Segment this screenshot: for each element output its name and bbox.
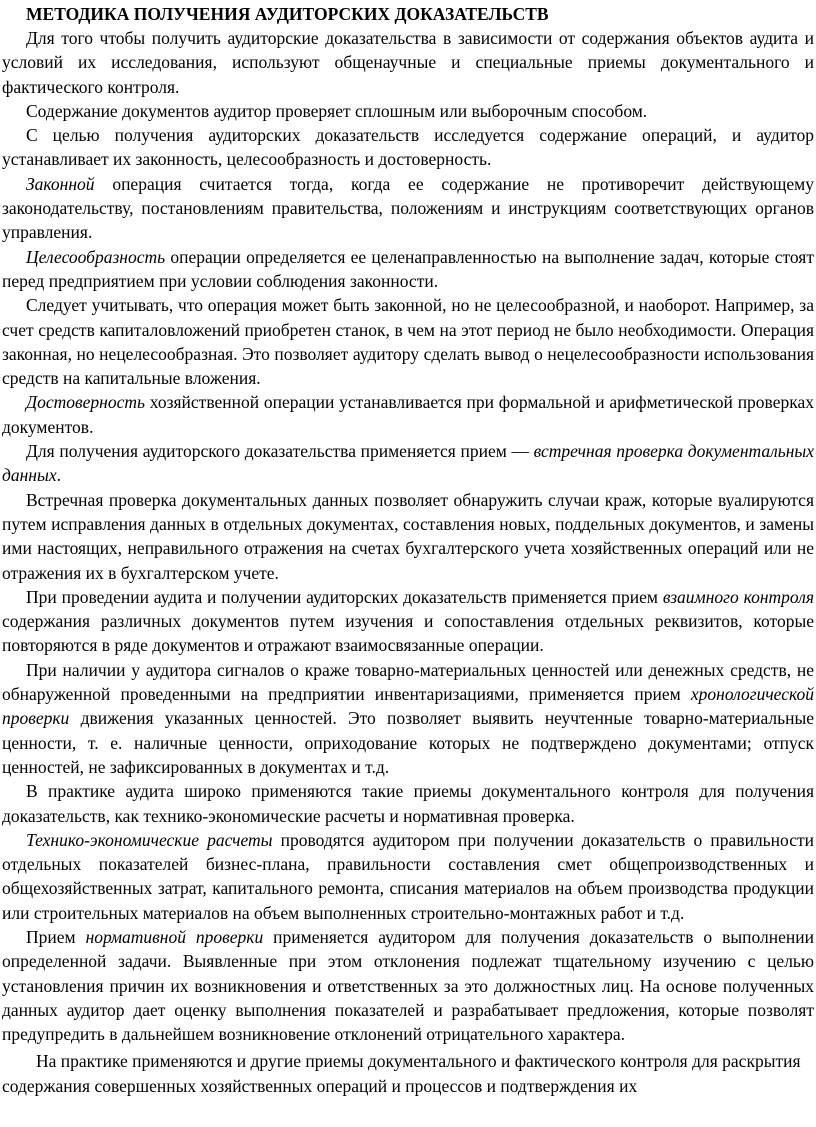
text-run: Встречная проверка документальных данных позволяет обнаружить случаи краж, которые вуалируются путем исправления данных в отдельных документах, составления новых, поддельных документов, и замены ими настоящих, неправильного отражения на счетах бухгалтерского учета хозяйственных операций или не отражения их в бухгалтерском учете.: [2, 489, 814, 583]
paragraph: [2, 488, 814, 585]
text-run: операции определяется ее целенаправленностью на выполнение задач, которые стоят перед предприятием при условии соблюдения законности.: [2, 246, 814, 291]
paragraph: [2, 779, 814, 828]
paragraph: [2, 1049, 814, 1098]
text-run: Следует учитывать, что операция может быть законной, но не целесообразной, и наоборот. Например, за счет средств капиталовложений приобретен станок, в чем на этот период не было необходимости. Операция законная, но нецелесообразная. Это позволяет аудитору сделать вывод о нецелесообразности использования средств на капитальные вложения.: [2, 295, 814, 389]
italic-term: Законной: [26, 173, 95, 194]
text-run: проводятся аудитором при получении доказательств о правильности отдельных показателей бизнес-плана, правильности составления смет общепроизводственных и общехозяйственных затрат, капитального ремонта, списания материалов на объем производства продукции или строительных материалов на объем выполненных строительно-монтажных работ и т.д.: [2, 829, 814, 923]
paragraph: [2, 585, 814, 658]
text-run: применяется аудитором для получения доказательств о выполнении определенной задачи. Выявленные при этом отклонения подлежат тщательному изучению с целью установления причин их возникновения и ответственных за это должностных лиц. На основе полученных данных аудитор дает оценку выполнения показателей и разрабатывает предложения, которые позволят предупредить в дальнейшем возникновение отклонений отрицательного характера.: [2, 926, 814, 1045]
italic-term: Технико-экономические расчеты: [26, 829, 273, 850]
italic-term: хронологической проверки: [2, 684, 814, 729]
paragraph: [2, 828, 814, 925]
document-body: [2, 26, 814, 1098]
text-run: Для получения аудиторского доказательства применяется прием —: [26, 441, 534, 462]
italic-term: Целесообразность: [26, 246, 166, 267]
paragraph: [2, 245, 814, 294]
italic-term: Достоверность: [26, 392, 145, 413]
paragraph: [2, 293, 814, 390]
italic-term: встречная проверка документальных данных: [2, 441, 814, 486]
text-run: операция считается тогда, когда ее содержание не противоречит действующему законодательству, постановлениям правительства, положениям и инструкциям соответствующих органов управления.: [2, 173, 814, 243]
paragraph: [2, 390, 814, 439]
italic-term: взаимного контроля: [662, 586, 814, 607]
paragraph: [2, 439, 814, 488]
text-run: хозяйственной операции устанавливается при формальной и арифметической проверках документов.: [2, 392, 814, 437]
paragraph: [2, 658, 814, 779]
text-run: С целью получения аудиторских доказательств исследуется содержание операций, и аудитор устанавливает их законность, целесообразность и достоверность.: [2, 125, 814, 170]
text-run: движения указанных ценностей. Это позволяет выявить неучтенные товарно-материальные ценности, т. е. наличные ценности, оприходование которых не подтверждено документами; отпуск ценностей, не зафиксированных в документах и т.д.: [2, 708, 814, 777]
text-run: В практике аудита широко применяются такие приемы документального контроля для получения доказательств, как технико-экономические расчеты и нормативная проверка.: [2, 781, 814, 826]
text-run: Для того чтобы получить аудиторские доказательства в зависимости от содержания объектов аудита и условий их исследования, используют общенаучные и специальные приемы документального и фактического контроля.: [2, 28, 814, 97]
italic-term: нормативной проверки: [85, 926, 264, 947]
text-run: Содержание документов аудитор проверяет сплошным или выборочным способом.: [26, 100, 648, 121]
paragraph: [2, 26, 814, 99]
text-run: На практике применяются и другие приемы документального и фактического контроля для раскрытия содержания совершенных хозяйственных операций и процессов и подтверждения их: [2, 1051, 801, 1096]
paragraph: [2, 925, 814, 1046]
paragraph: [2, 99, 814, 123]
text-run: .: [56, 465, 61, 486]
text-run: содержания различных документов путем изучения и сопоставления отдельных реквизитов, которые повторяются в ряде документов и отражают взаимосвязанные операции.: [2, 611, 814, 656]
text-run: При наличии у аудитора сигналов о краже товарно-материальных ценностей или денежных средств, не обнаруженной проведенными на предприятии инвентаризациями, применяется прием: [2, 659, 814, 705]
text-run: Прием: [26, 926, 86, 947]
text-run: При проведении аудита и получении аудиторских доказательств применяется прием: [26, 586, 663, 607]
document-title: МЕТОДИКА ПОЛУЧЕНИЯ АУДИТОРСКИХ ДОКАЗАТЕЛЬСТВ: [26, 4, 549, 24]
paragraph: [2, 123, 814, 172]
paragraph: [2, 172, 814, 245]
